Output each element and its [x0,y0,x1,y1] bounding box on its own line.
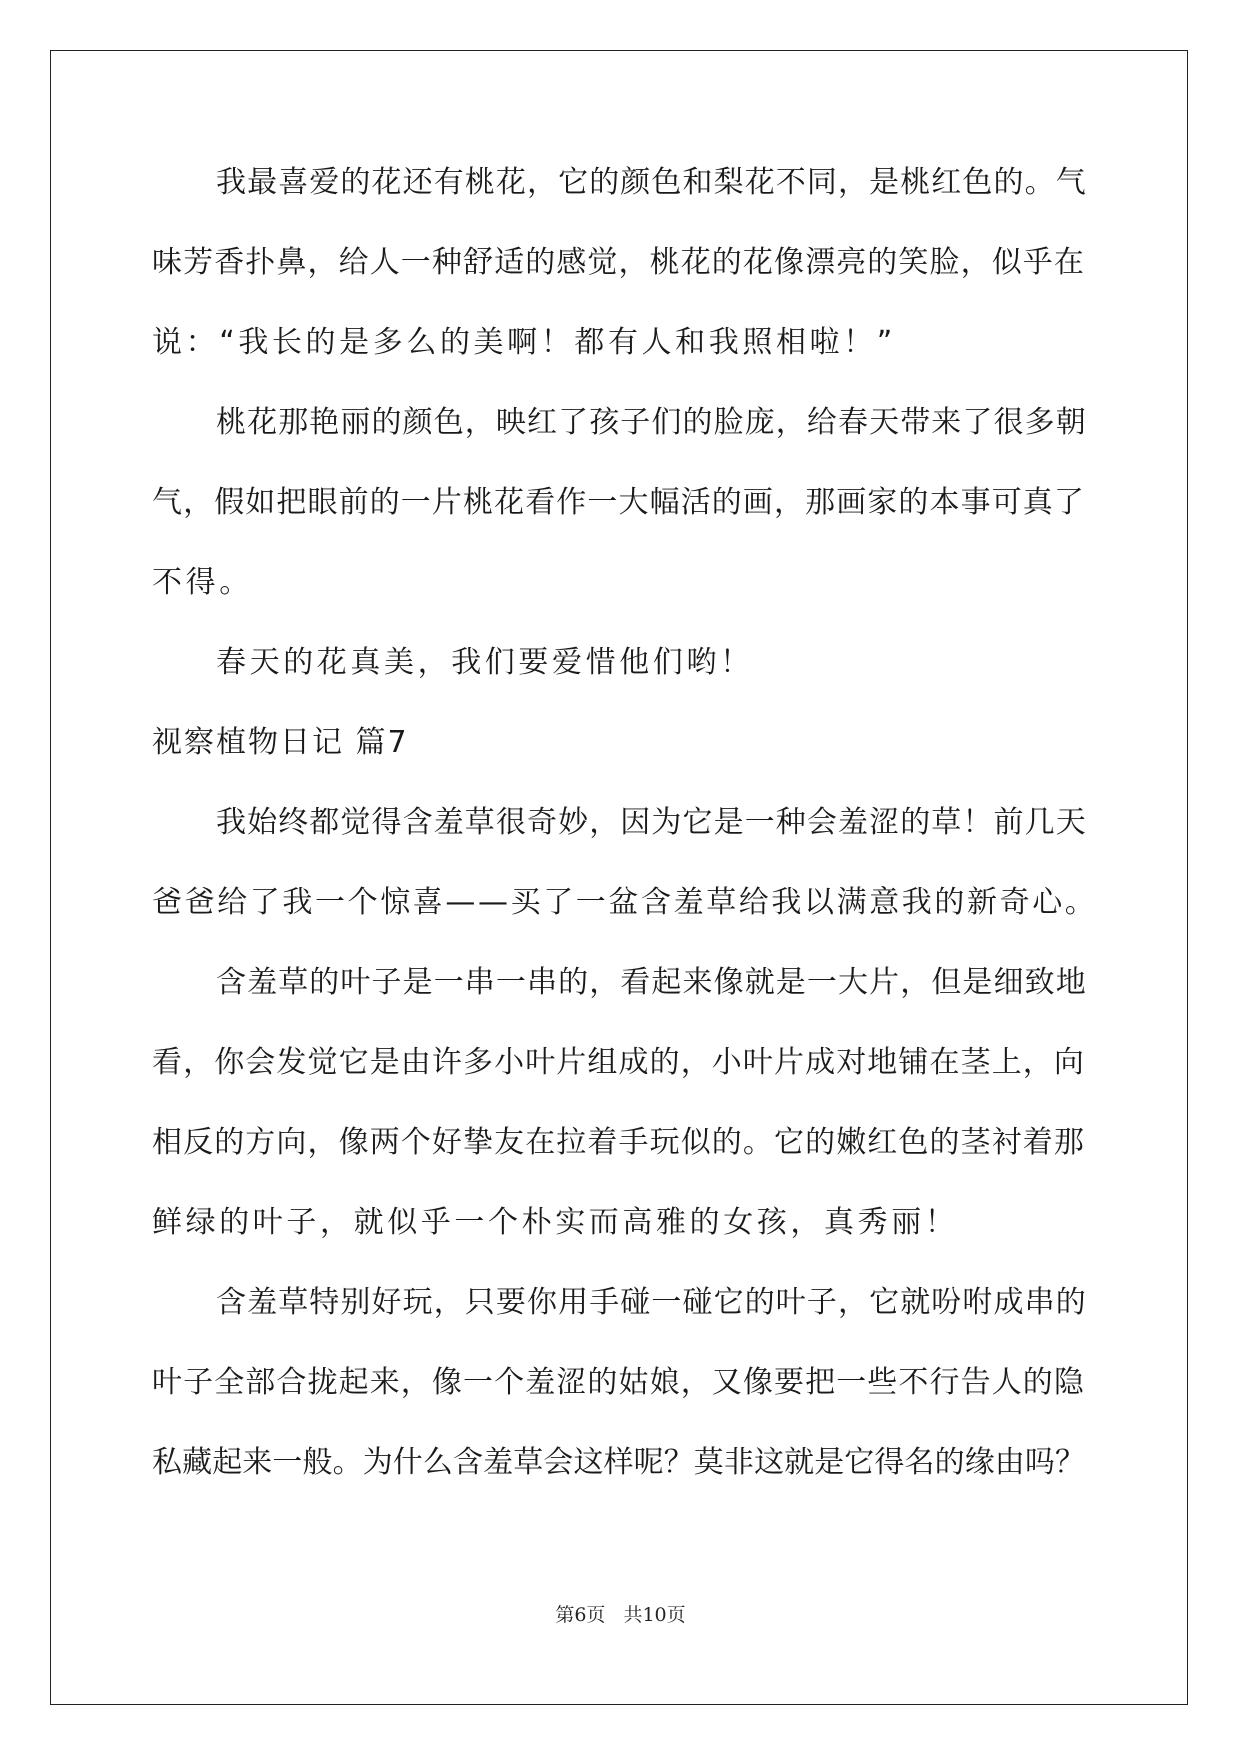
paragraph-line: 说：“我长的是多么的美啊！都有人和我照相啦！” [152,325,896,360]
page-footer [0,1600,1241,1627]
paragraph-line: 味芳香扑鼻，给人一种舒适的感觉，桃花的花像漂亮的笑脸，似乎在 [152,245,1085,280]
paragraph-line: 不得。 [152,565,253,600]
paragraph-line: 鲜绿的叶子，就似乎一个朴实而高雅的女孩，真秀丽！ [152,1205,959,1240]
paragraph-line: 我最喜爱的花还有桃花，它的颜色和梨花不同，是桃红色的。气 [216,165,1087,200]
paragraph-line: 相反的方向，像两个好挚友在拉着手玩似的。它的嫩红色的茎衬着那 [152,1125,1085,1160]
page-number-total: 共10页 [623,1604,686,1626]
paragraph-line: 桃花那艳丽的颜色，映红了孩子们的脸庞，给春天带来了很多朝 [216,405,1087,440]
section-heading: 视察植物日记 篇7 [152,725,409,760]
paragraph-line: 叶子全部合拢起来，像一个羞涩的姑娘，又像要把一些不行告人的隐 [152,1365,1085,1400]
paragraph-line: 春天的花真美，我们要爱惜他们哟！ [216,645,754,680]
paragraph-line: 看，你会发觉它是由许多小叶片组成的，小叶片成对地铺在茎上，向 [152,1045,1085,1080]
paragraph-line: 气，假如把眼前的一片桃花看作一大幅活的画，那画家的本事可真了 [152,485,1085,520]
paragraph-line: 含羞草的叶子是一串一串的，看起来像就是一大片，但是细致地 [216,965,1087,1000]
paragraph-line: 私藏起来一般。为什么含羞草会这样呢？莫非这就是它得名的缘由吗？ [152,1445,1086,1480]
page-number-current: 第6页 [555,1604,606,1626]
paragraph-line: 含羞草特别好玩，只要你用手碰一碰它的叶子，它就吩咐成串的 [216,1285,1087,1320]
paragraph-line: 爸爸给了我一个惊喜——买了一盆含羞草给我以满意我的新奇心。 [152,885,1098,920]
paragraph-line: 我始终都觉得含羞草很奇妙，因为它是一种会羞涩的草！前几天 [216,805,1087,840]
